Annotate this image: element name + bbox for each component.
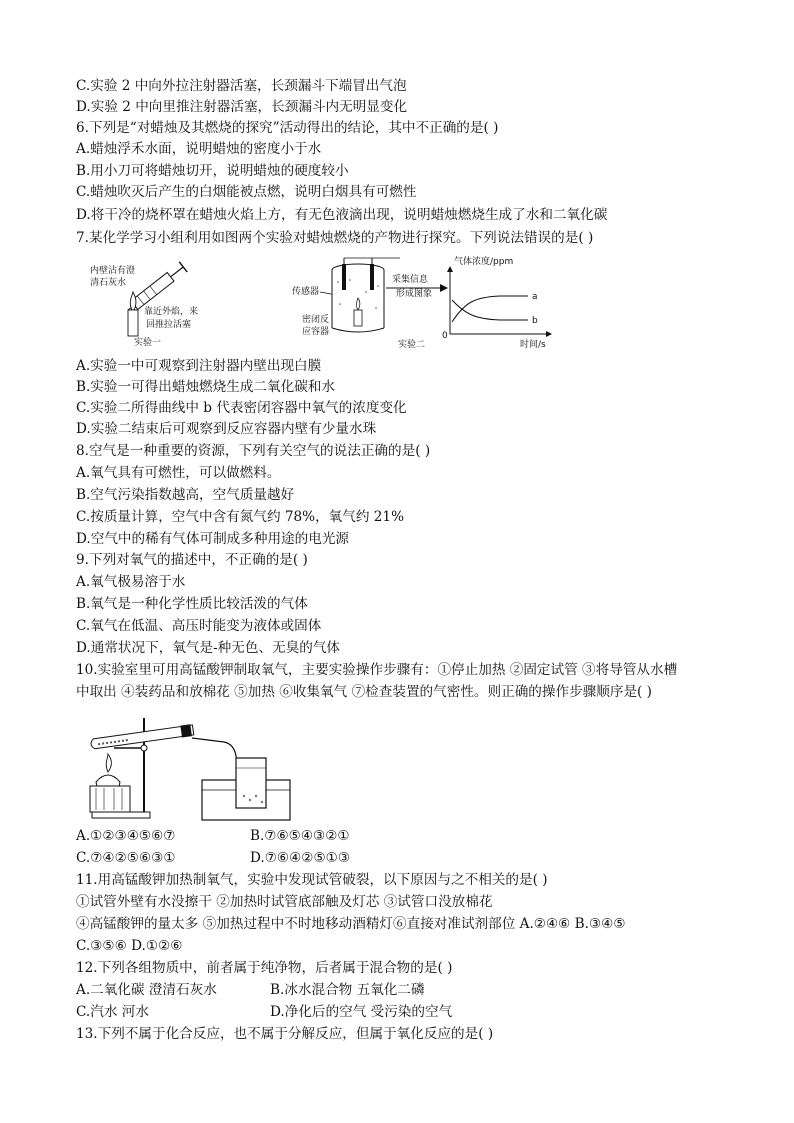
q7-figure <box>80 252 570 352</box>
q10-stem: 10.实验室里可用高锰酸钾制取氧气，主要实验操作步骤有：①停止加热 ②固定试管 ③将导管从水槽 <box>76 662 678 678</box>
q13-stem: 13.下列不属于化合反应，也不属于分解反应，但属于氧化反应的是( ) <box>76 1026 494 1042</box>
q6-stem: 6.下列是“对蜡烛及其燃烧的探究”活动得出的结论，其中不正确的是( ) <box>76 120 499 136</box>
container-label: 应容器 <box>302 327 330 337</box>
exp2-caption: 实验二 <box>398 340 426 350</box>
q6-option-c: C.蜡烛吹灭后产生的白烟能被点燃，说明白烟具有可燃性 <box>76 184 417 200</box>
q10-apparatus-figure <box>84 712 294 824</box>
experiment-2-diagram <box>292 255 552 350</box>
exp1-label: 回推拉活塞 <box>146 320 192 330</box>
q11-stem: 11.用高锰酸钾加热制氧气，实验中发现试管破裂，以下原因与之不相关的是( ) <box>76 872 548 888</box>
q10-option-a: A.①②③④⑤⑥⑦ <box>76 828 176 844</box>
sensor-label: 传感器 <box>292 287 320 297</box>
exp1-label: 内壁沾有澄 <box>90 266 136 276</box>
exp1-label: 靠近外焰，来 <box>144 307 199 317</box>
q11-causes-1: ①试管外壁有水没擦干 ②加热时试管底部触及灯芯 ③试管口没放棉花 <box>76 894 493 910</box>
q7-stem: 7.某化学学习小组利用如图两个实验对蜡烛燃烧的产物进行探究。下列说法错误的是( ) <box>76 230 594 246</box>
q12-option-c: C.汽水 河水 <box>76 1004 149 1020</box>
q7-option-c: C.实验二所得曲线中 b 代表密闭容器中氧气的浓度变化 <box>76 400 407 416</box>
q10-option-d: D.⑦⑥④②⑤①③ <box>250 850 351 866</box>
q9-option-d: D.通常状况下，氧气是-种无色、无臭的气体 <box>76 640 341 656</box>
container-label: 密闭反 <box>302 315 330 325</box>
exp1-caption: 实验一 <box>134 338 162 348</box>
q7-option-d: D.实验二结束后可观察到反应容器内壁有少量水珠 <box>76 421 377 437</box>
q12-stem: 12.下列各组物质中，前者属于纯净物，后者属于混合物的是( ) <box>76 960 453 976</box>
curve-b-label: b <box>532 316 538 326</box>
q9-option-c: C.氧气在低温、高压时能变为液体或固体 <box>76 618 322 634</box>
q12-option-d: D.净化后的空气 受污染的空气 <box>270 1004 453 1020</box>
q12-option-b: B.冰水混合物 五氧化二磷 <box>270 982 425 998</box>
q12-option-a: A.二氧化碳 澄清石灰水 <box>76 982 217 998</box>
q9-stem: 9.下列对氧气的描述中，不正确的是( ) <box>76 552 308 568</box>
q8-option-a: A.氧气具有可燃性，可以做燃料。 <box>76 465 281 481</box>
q8-option-c: C.按质量计算，空气中含有氮气约 78%，氧气约 21% <box>76 509 404 525</box>
q5-option-c: C.实验 2 中向外拉注射器活塞，长颈漏斗下端冒出气泡 <box>76 78 407 94</box>
experiment-1-diagram <box>90 262 198 348</box>
q6-option-a: A.蜡烛浮禾水面，说明蜡烛的密度小于水 <box>76 141 322 157</box>
q9-option-b: B.氧气是一种化学性质比较活泼的气体 <box>76 596 308 612</box>
q8-option-d: D.空气中的稀有气体可制成多种用途的电光源 <box>76 531 350 547</box>
q10-stem-cont: 中取出 ④装药品和放棉花 ⑤加热 ⑥收集氧气 ⑦检查装置的气密性。则正确的操作步骤顺序是( ) <box>76 684 652 700</box>
collect-label: 形成图象 <box>396 289 433 299</box>
q10-option-b: B.⑦⑥⑤④③②① <box>250 828 350 844</box>
q5-option-d: D.实验 2 中向里推注射器活塞，长颈漏斗内无明显变化 <box>76 99 408 115</box>
q7-option-b: B.实验一可得出蜡烛燃烧生成二氧化碳和水 <box>76 379 335 395</box>
curve-a-label: a <box>532 292 538 302</box>
q8-stem: 8.空气是一种重要的资源，下列有关空气的说法正确的是( ) <box>76 443 431 459</box>
collect-label: 采集信息 <box>392 275 429 285</box>
graph-xlabel: 时间/s <box>520 340 546 350</box>
graph-ylabel: 气体浓度/ppm <box>454 257 514 267</box>
q11-options-cd: C.③⑤⑥ D.①②⑥ <box>76 938 183 954</box>
q6-option-d: D.将干冷的烧杯罩在蜡烛火焰上方，有无色液滴出现，说明蜡烛燃烧生成了水和二氧化碳 <box>76 207 608 223</box>
q8-option-b: B.空气污染指数越高，空气质量越好 <box>76 487 295 503</box>
graph-origin: 0 <box>442 331 448 341</box>
exp1-label: 清石灰水 <box>90 278 127 288</box>
q11-causes-2: ④高锰酸钾的量太多 ⑤加热过程中不时地移动酒精灯⑥直接对准试剂部位 A.②④⑥ B.③④⑤ <box>76 916 626 932</box>
q9-option-a: A.氧气极易溶于水 <box>76 574 186 590</box>
q10-option-c: C.⑦④②⑤⑥③① <box>76 850 176 866</box>
q7-option-a: A.实验一中可观察到注射器内壁出现白膜 <box>76 358 322 374</box>
q6-option-b: B.用小刀可将蜡烛切开，说明蜡烛的硬度较小 <box>76 163 349 179</box>
